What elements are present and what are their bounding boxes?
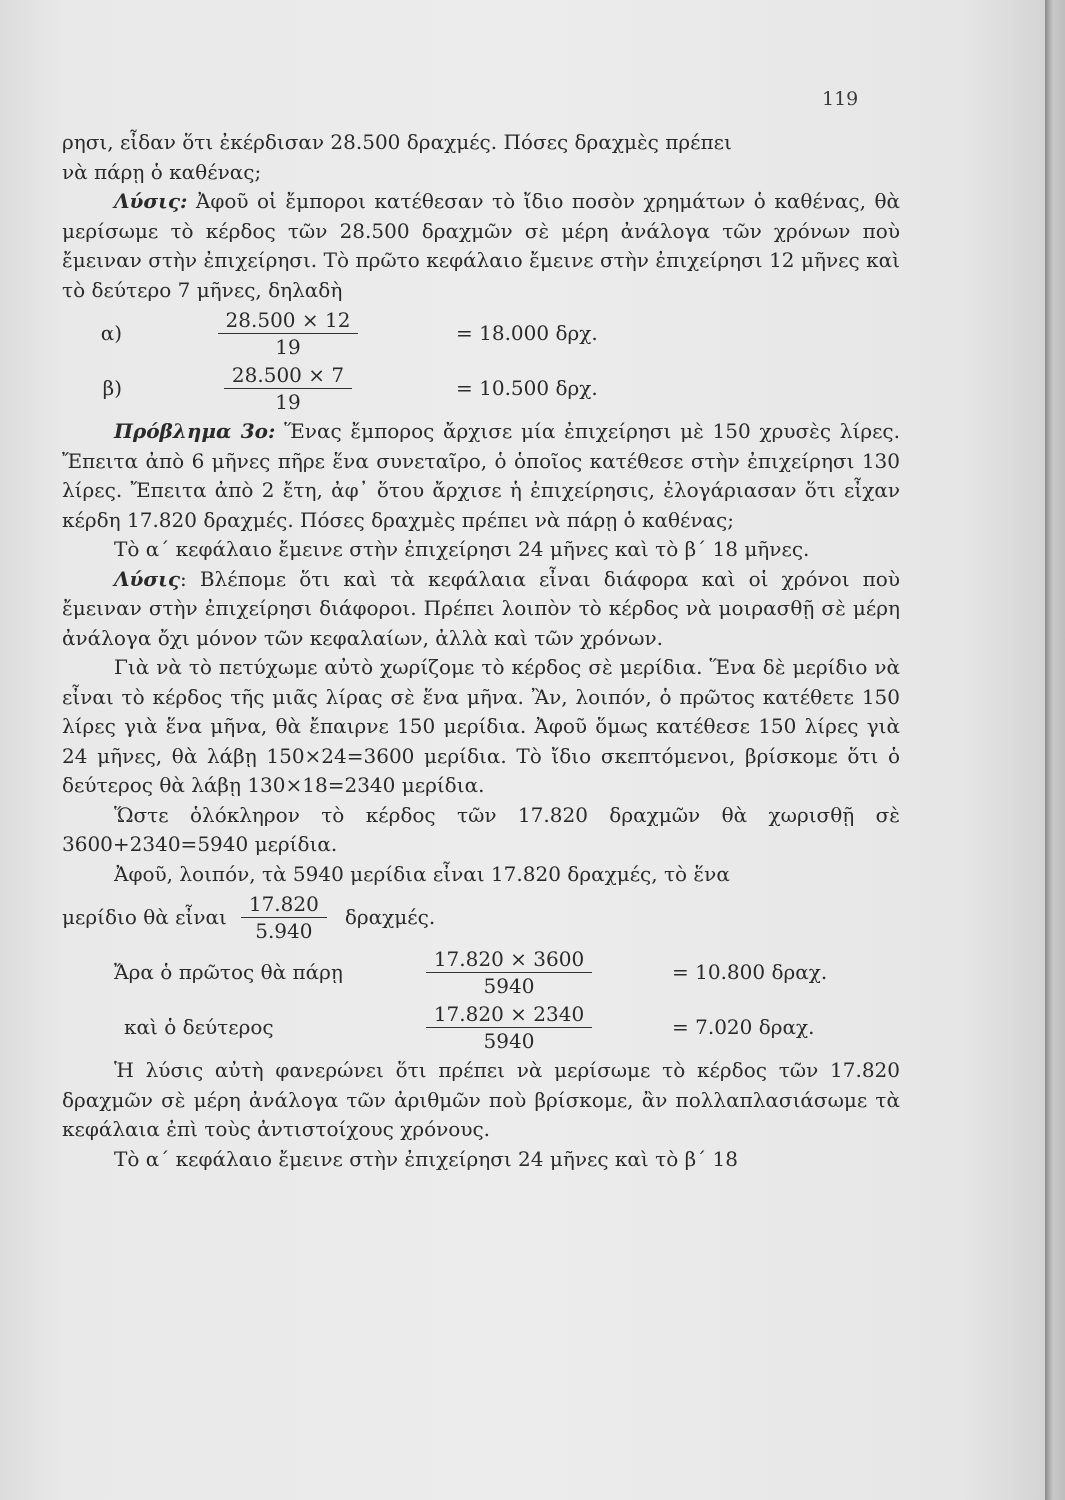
- solution-1-text: Ἀφοῦ οἱ ἔμποροι κατέθεσαν τὸ ἴδιο ποσὸν χρημάτων ὁ καθένας, θὰ μερίσωμε τὸ κέρδος τῶν 28.500 δραχμῶν σὲ μέρη ἀνάλογα τῶν χρόνων ποὺ ἔμειναν στὴν ἐπιχείρησι. Τὸ πρῶτο κεφάλαιο ἔμεινε στὴν ἐπιχείρησι 12 μῆνες καὶ τὸ δεύτερο 7 μῆνες, δηλαδὴ: [62, 189, 900, 302]
- problem-3-note: Τὸ α´ κεφάλαιο ἔμεινε στὴν ἐπιχείρησι 24 μῆνες καὶ τὸ β´ 18 μῆνες.: [114, 537, 810, 561]
- book-spine: [1045, 0, 1065, 1500]
- problem-3-heading: Πρόβλημα 3ο:: [114, 419, 276, 443]
- equation-share-label: μερίδιο θὰ εἶναι: [62, 904, 227, 929]
- solution-2-paragraph-2: Γιὰ νὰ τὸ πετύχωμε αὐτὸ χωρίζομε τὸ κέρδος σὲ μερίδια. Ἕνα δὲ μερίδιο νὰ εἶναι τὸ κέρδος τῆς μιᾶς λίρας σὲ ἕνα μῆνα. Ἂν, λοιπόν, ὁ πρῶτος κατέθετε 150 λίρες γιὰ ἕνα μῆνα, θὰ ἔπαιρνε 150 μερίδια. Ἀφοῦ ὅμως κατέθεσε 150 λίρες γιὰ 24 μῆνες, θὰ λάβῃ 150×24=3600 μερίδια. Τὸ ἴδιο σκεπτόμενοι, βρίσκομε ὅτι ὁ δεύτερος θὰ λάβῃ 130×18=2340 μερίδια.: [62, 655, 900, 797]
- equation-first-denominator: 5940: [483, 974, 535, 998]
- solution-2: [62, 565, 900, 654]
- paragraph-1-line-1: ρησι, εἶδαν ὅτι ἐκέρδισαν 28.500 δραχμές. Πόσες δραχμὲς πρέπει: [62, 130, 732, 154]
- equation-beta: [62, 362, 900, 415]
- equation-alpha: [62, 307, 900, 360]
- equation-share: [62, 891, 900, 944]
- equation-first-numerator: 17.820 × 3600: [426, 946, 592, 973]
- page-number: 119: [822, 88, 859, 110]
- equation-first-label: Ἄρα ὁ πρῶτος θὰ πάρῃ: [114, 959, 343, 984]
- solution-1: [62, 187, 900, 305]
- problem-3: [62, 417, 900, 535]
- equation-alpha-numerator: 28.500 × 12: [218, 307, 359, 334]
- conclusion-paragraph: Ἡ λύσις αὐτὴ φανερώνει ὅτι πρέπει νὰ μερίσωμε τὸ κέρδος τῶν 17.820 δραχμῶν σὲ μέρη ἀνάλογα τῶν ἀριθμῶν ποὺ βρίσκομε, ἂν πολλαπλασιάσωμε τὰ κεφάλαια ἐπὶ τοὺς ἀντιστοίχους χρόνους.: [62, 1058, 900, 1141]
- equation-second-result: = 7.020 δραχ.: [672, 1014, 815, 1039]
- equation-alpha-label: α): [100, 320, 122, 345]
- equation-share-numerator: 17.820: [241, 891, 327, 918]
- solution-2-heading: Λύσις: [114, 566, 180, 591]
- equation-second-label: καὶ ὁ δεύτερος: [124, 1014, 274, 1039]
- equation-second-denominator: 5940: [483, 1029, 535, 1053]
- last-line: Τὸ α´ κεφάλαιο ἔμεινε στὴν ἐπιχείρησι 24 μῆνες καὶ τὸ β´ 18: [114, 1146, 738, 1171]
- equation-share-result: δραχμές.: [344, 904, 436, 929]
- solution-2-text: : Βλέπομε ὅτι καὶ τὰ κεφάλαια εἶναι διάφορα καὶ οἱ χρόνοι ποὺ ἔμειναν στὴν ἐπιχείρησι διάφοροι. Πρέπει λοιπὸν τὸ κέρδος νὰ μοιρασθῇ σὲ μέρη ἀνάλογα ὄχι μόνον τῶν κεφαλαίων, ἀλλὰ καὶ τῶν χρόνων.: [62, 566, 900, 650]
- page-body: [62, 128, 900, 1174]
- problem-3-text: Ἕνας ἔμπορος ἄρχισε μία ἐπιχείρησι μὲ 150 χρυσὲς λίρες. Ἔπειτα ἀπὸ 6 μῆνες πῆρε ἕνα συνεταῖρο, ὁ ὁποῖος κατέθεσε στὴν ἐπιχείρησι 130 λίρες. Ἔπειτα ἀπὸ 2 ἔτη, ἀφ᾽ ὅτου ἄρχισε ἡ ἐπιχείρησις, ἐλογάριασαν ὅτι εἶχαν κέρδη 17.820 δραχμές. Πόσες δραχμὲς πρέπει νὰ πάρῃ ὁ καθένας;: [62, 419, 900, 532]
- equation-beta-denominator: 19: [275, 390, 301, 414]
- equation-beta-numerator: 28.500 × 7: [224, 362, 352, 389]
- equation-share-denominator: 5.940: [255, 919, 313, 943]
- equation-second: [62, 1001, 900, 1054]
- solution-2-paragraph-3: Ὥστε ὁλόκληρον τὸ κέρδος τῶν 17.820 δραχμῶν θὰ χωρισθῇ σὲ 3600+2340=5940 μερίδια.: [62, 802, 900, 856]
- solution-2-paragraph-4: Ἀφοῦ, λοιπόν, τὰ 5940 μερίδια εἶναι 17.820 δραχμές, τὸ ἕνα: [114, 861, 730, 886]
- equation-first: [62, 946, 900, 999]
- equation-alpha-denominator: 19: [275, 335, 301, 359]
- equation-beta-result: = 10.500 δρχ.: [456, 375, 598, 400]
- equation-alpha-result: = 18.000 δρχ.: [456, 320, 598, 345]
- paragraph-1-line-2: νὰ πάρῃ ὁ καθένας;: [62, 159, 262, 184]
- equation-first-result: = 10.800 δραχ.: [672, 959, 828, 984]
- solution-1-heading: Λύσις:: [114, 189, 188, 213]
- equation-second-numerator: 17.820 × 2340: [426, 1001, 592, 1028]
- equation-beta-label: β): [102, 375, 122, 400]
